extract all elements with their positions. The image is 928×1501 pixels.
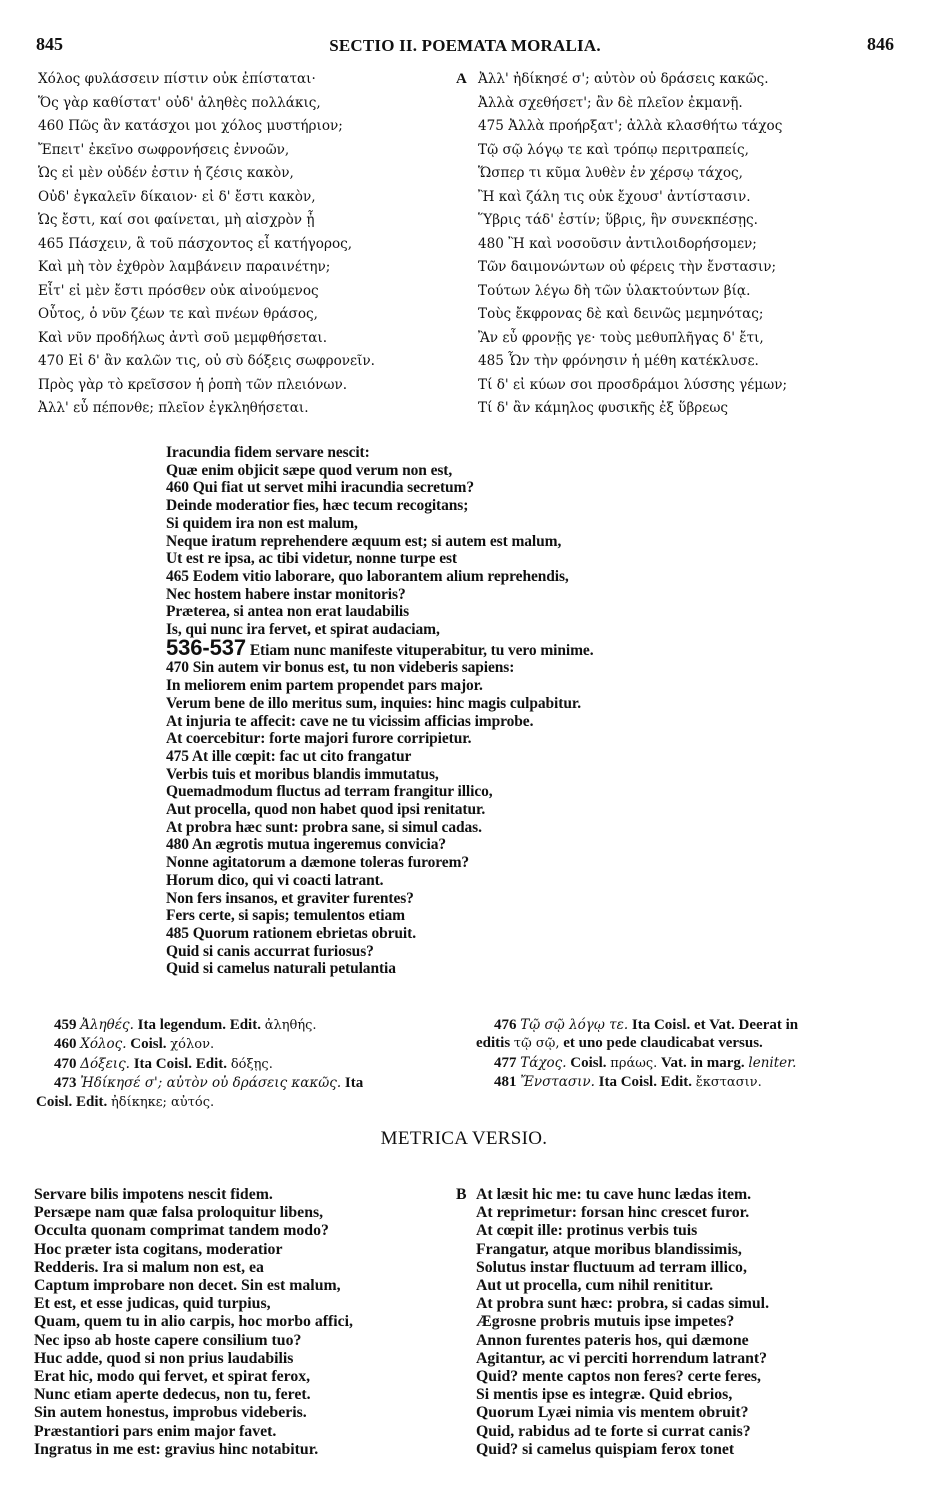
greek-verse-line: Τῷ σῷ λόγῳ τε καὶ τρόπῳ περιτραπείς, — [478, 141, 749, 158]
metrica-verse-line: Huc adde, quod si non prius laudabilis — [34, 1349, 294, 1367]
note-variant: χόλον. — [170, 1037, 215, 1053]
greek-verse-line: Ἔπειτ' ἐκεῖνο σωφρονήσεις ἐννοῶν, — [38, 141, 290, 158]
prose-line: At injuria te affecit: cave ne tu vicissim afficias improbe. — [166, 712, 534, 730]
metrica-left-column — [34, 1186, 444, 1459]
greek-verse-line: 465 Πάσχειν, ἃ τοῦ πάσχοντος εἶ κατήγορος, — [38, 235, 353, 252]
greek-verse-line: Οὗτος, ὁ νῦν ζέων τε καὶ πνέων θράσος, — [38, 306, 318, 322]
metrica-verse-line: Occulta quonam comprimat tandem modo? — [34, 1222, 329, 1240]
prose-line: Deinde moderatior fies, hæc tecum recogitans; — [166, 497, 469, 515]
prose-line: Neque iratum reprehendere æquum est; si autem est malum, — [166, 532, 562, 550]
greek-verse-line: Ἀλλ' εὖ πέπονθε; πλεῖον ἐγκληθήσεται. — [38, 400, 309, 416]
greek-verse-line: Τούτων λέγω δὴ τῶν ὑλακτούντων βίᾳ. — [478, 282, 751, 299]
page-header — [36, 34, 894, 56]
prose-line: Ut est re ipsa, ac tibi videtur, nonne turpe est — [166, 550, 457, 568]
metrica-versio-heading: METRICA VERSIO. — [380, 1128, 548, 1149]
metrica-verse-line: At læsit hic me: tu cave hunc lædas item. — [476, 1186, 752, 1203]
footnote-line — [476, 1034, 896, 1053]
greek-verse-line: Τοὺς ἔκφρονας δὲ καὶ δεινῶς μεμηνότας; — [478, 306, 764, 322]
metrica-verse-line: Quid? si camelus quispiam ferox tonet — [476, 1440, 735, 1458]
greek-verse-line: Πρὸς γὰρ τὸ κρεῖσσον ἡ ῥοπὴ τῶν πλειόνων. — [38, 376, 348, 393]
greek-verse-line: Ὥσπερ τι κῦμα λυθὲν ἐν χέρσῳ τάχος, — [478, 165, 743, 181]
right-page-number: 846 — [867, 34, 894, 54]
note-text: Ita legendum. Edit. — [133, 1017, 265, 1033]
note-italic: leniter. — [748, 1054, 797, 1071]
greek-verse-line: 480 Ἢ καὶ νοσοῦσιν ἀντιλοιδορήσομεν; — [478, 235, 757, 252]
greek-verse-line: Καὶ νῦν προδήλως ἀντὶ σοῦ μεμφθήσεται. — [38, 329, 328, 346]
greek-verse-line: 460 Πῶς ἂν κατάσχοι μοι χόλος μυστήριον; — [38, 118, 343, 134]
prose-line: Præterea, si antea non erat laudabilis — [166, 603, 410, 621]
greek-verse-line: Εἶτ' εἰ μὲν ἔστι πρόσθεν οὐκ αἰνούμενος — [38, 282, 319, 299]
prose-line: Aut procella, quod non habet quod ipsi renitatur. — [166, 801, 486, 819]
prose-line: Iracundia fidem servare nescit: — [166, 444, 370, 461]
note-lemma: Δόξεις. — [80, 1055, 130, 1072]
metrica-verse-line: Redderis. Ira si malum non est, ea — [34, 1258, 264, 1276]
note-text: editis — [476, 1035, 514, 1052]
note-number: 481 — [494, 1074, 517, 1091]
metrica-right-column — [456, 1186, 906, 1459]
prose-line: Horum dico, qui vi coacti latrant. — [166, 871, 384, 889]
metrica-verse-line: Aut ut procella, cum nihil renititur. — [476, 1277, 714, 1295]
metrica-verse-line: Et est, et esse judicas, quid turpius, — [34, 1295, 271, 1313]
note-text: Coisl. — [126, 1036, 171, 1053]
greek-right-lines — [478, 68, 896, 421]
metrica-verse-line: At probra sunt hæc: probra, si cadas simul. — [476, 1295, 770, 1313]
prose-line: 460 Qui fiat ut servet mihi iracundia secretum? — [166, 479, 474, 497]
note-variant: ἔκστασιν. — [695, 1075, 762, 1091]
note-variant: τῷ σῷ, — [513, 1036, 560, 1052]
metrica-verse-line: Frangatur, atque moribus blandissimis, — [476, 1240, 742, 1258]
greek-verse-line: Ὕβρις τάδ' ἐστίν; ὕβρις, ἣν συνεκπέσῃς. — [478, 212, 758, 228]
note-lemma: Χόλος. — [80, 1036, 127, 1053]
prose-line: Non fers insanos, et graviter furentes? — [166, 889, 414, 907]
prose-line: Quemadmodum fluctus ad terram frangitur illico, — [166, 783, 493, 801]
metrica-verse-line: Hoc præter ista cogitans, moderatior — [34, 1240, 283, 1258]
greek-text-right-column — [456, 68, 896, 421]
note-variant: ἀληθής. — [264, 1018, 317, 1033]
metrica-verse-line: Annon furentes pateris hos, qui dæmone — [476, 1331, 749, 1349]
greek-verse-line: 485 Ὧν τὴν φρόνησιν ἡ μέθη κατέκλυσε. — [478, 353, 759, 369]
note-text: Ita — [341, 1075, 364, 1092]
metrica-verse-line: Nunc etiam aperte dedecus, non tu, feret. — [34, 1386, 311, 1404]
metrica-verse-line: Ægrosne probris mutuis ipse impetes? — [476, 1313, 735, 1331]
prose-line-with-page-mark — [166, 634, 766, 660]
metrica-verse-line: Præstantiori pars enim major favet. — [34, 1422, 277, 1440]
greek-verse-line: Τί δ' ἂν κάμηλος φυσικῆς ἐξ ὕβρεως — [478, 400, 729, 416]
greek-verse-line: Τί δ' εἰ κύων σοι προσδράμοι λύσσης γέμων; — [478, 376, 788, 393]
metrica-verse-line: Solutus instar fluctuum ad terram illico, — [476, 1258, 747, 1276]
metrica-verse-line: Quid? mente captos non feres? certe feres, — [476, 1368, 762, 1386]
metrica-verse-line: Quorum Lyæi nimia vis mentem obruit? — [476, 1404, 749, 1422]
metrica-verse-line: Sin autem honestus, improbus videberis. — [34, 1404, 307, 1422]
greek-verse-line: 470 Εἰ δ' ἂν καλῶν τις, οὐ σὺ δόξεις σωφρονεῖν. — [38, 353, 375, 369]
note-number: 470 — [54, 1055, 77, 1072]
prose-line: 475 At ille cœpit: fac ut cito frangatur — [166, 747, 412, 765]
note-lemma: Ἀληθές. — [80, 1017, 134, 1033]
footnote-line — [36, 1016, 456, 1035]
footnote-line — [36, 1074, 456, 1092]
note-text: Coisl. Edit. — [36, 1093, 112, 1110]
note-variant: πράως. — [610, 1055, 658, 1071]
prose-lines-after-mark — [166, 659, 766, 978]
footnote-line — [36, 1093, 456, 1112]
note-number: 460 — [54, 1036, 77, 1053]
prose-line: 465 Eodem vitio laborare, quo laborantem alium reprehendis, — [166, 567, 569, 585]
note-lemma: Ἔνστασιν. — [520, 1074, 595, 1091]
column-marker-a: A — [456, 71, 467, 87]
greek-verse-line: Οὐδ' ἐγκαλεῖν δίκαιον· εἰ δ' ἔστι κακὸν, — [38, 188, 316, 205]
note-number: 477 — [494, 1054, 517, 1071]
metrica-verse-line: Agitantur, ac vi perciti horrendum latrant? — [476, 1349, 768, 1367]
prose-line: Verum bene de illo meritus sum, inquies: hinc magis culpabitur. — [166, 694, 581, 712]
notes-left-column — [36, 1016, 456, 1112]
metrica-verse-line: Erat hic, modo qui fervet, et spirat ferox, — [34, 1368, 311, 1386]
prose-line: 485 Quorum rationem ebrietas obruit. — [166, 924, 416, 942]
note-lemma: Ἠδίκησέ σ'; αὐτὸν οὐ δράσεις κακῶς. — [80, 1075, 342, 1092]
notes-right-column — [476, 1016, 896, 1093]
note-text: Vat. in marg. — [657, 1054, 749, 1071]
prose-line: Verbis tuis et moribus blandis immutatus, — [166, 765, 439, 783]
page-title: SECTIO II. POEMATA MORALIA. — [329, 36, 601, 55]
greek-verse-line: Ἢ καὶ ζάλη τις οὐκ ἔχουσ' ἀντίστασιν. — [478, 188, 751, 205]
greek-text-left-column — [38, 68, 448, 421]
greek-verse-line: Χόλος φυλάσσειν πίστιν οὐκ ἐπίσταται· — [38, 71, 316, 87]
prose-line: At probra hæc sunt: probra sane, si simul cadas. — [166, 818, 482, 836]
greek-verse-line: Τῶν δαιμονώντων οὐ φέρεις τὴν ἔνστασιν; — [478, 259, 777, 275]
greek-verse-line: Ὡς εἰ μὲν οὐδέν ἐστιν ἡ ζέσις κακὸν, — [38, 165, 294, 181]
greek-verse-line: Ὅς γὰρ καθίστατ' οὐδ' ἀληθὲς πολλάκις, — [38, 94, 321, 111]
prose-line: Nonne agitatorum a dæmone toleras furorem? — [166, 854, 470, 872]
prose-line: 480 An ægrotis mutua ingeremus convicia? — [166, 836, 447, 854]
metrica-verse-line: Nec ipso ab hoste capere consilium tuo? — [34, 1331, 302, 1349]
note-variant: δόξῃς. — [230, 1056, 273, 1072]
footnote-line — [476, 1073, 896, 1092]
note-text: Ita Coisl. et Vat. Deerat in — [628, 1017, 799, 1033]
note-number: 473 — [54, 1075, 77, 1092]
prose-line: Fers certe, si sapis; temulentos etiam — [166, 907, 405, 925]
note-number: 476 — [494, 1017, 517, 1033]
prose-line: In meliorem enim partem propendet pars major. — [166, 677, 483, 695]
metrica-verse-line: Servare bilis impotens nescit fidem. — [34, 1186, 273, 1203]
footnote-line — [476, 1054, 896, 1073]
metrica-verse-line: Captum improbare non decet. Sin est malum, — [34, 1277, 341, 1295]
metrica-verse-line: Persæpe nam quæ falsa proloquitur libens, — [34, 1204, 324, 1222]
page-mark: 536-537 — [166, 634, 247, 660]
prose-line: 470 Sin autem vir bonus est, tu non videberis sapiens: — [166, 659, 515, 677]
greek-verse-line: Ἀλλ' ἠδίκησέ σ'; αὐτὸν οὐ δράσεις κακῶς. — [478, 71, 769, 87]
metrica-verse-line: Si mentis ipse es integræ. Quid ebrios, — [476, 1386, 733, 1404]
metrica-right-lines — [476, 1186, 906, 1459]
latin-prose-translation — [166, 444, 766, 978]
metrica-verse-line: Quam, quem tu in alio carpis, hoc morbo affici, — [34, 1313, 354, 1331]
footnote-line — [476, 1016, 896, 1034]
left-page-number: 845 — [36, 34, 63, 54]
metrica-verse-line: Quid, rabidus ad te forte si currat canis? — [476, 1422, 751, 1440]
prose-line: Quid si camelus naturali petulantia — [166, 960, 396, 978]
column-marker-b: B — [456, 1186, 467, 1203]
note-lemma: Τάχος. — [520, 1054, 567, 1071]
metrica-verse-line: At cœpit ille: protinus verbis tuis — [476, 1222, 698, 1240]
prose-line: Si quidem ira non est malum, — [166, 514, 358, 532]
greek-verse-line: Ἂν εὖ φρονῇς γε· τοὺς μεθυπλῆγας δ' ἔτι, — [478, 329, 764, 346]
greek-verse-line: Ἀλλὰ σχεθήσετ'; ἂν δὲ πλεῖον ἐκμανῇ. — [478, 94, 743, 111]
note-number: 459 — [54, 1017, 77, 1033]
note-text: Coisl. — [566, 1054, 611, 1071]
note-text: et uno pede claudicabat versus. — [559, 1035, 763, 1052]
prose-mark-line: Etiam nunc manifeste vituperabitur, tu vero minime. — [246, 641, 594, 659]
prose-line: At coercebitur: forte majori furore corripietur. — [166, 730, 472, 748]
footnote-line — [36, 1055, 456, 1074]
footnote-line — [36, 1035, 456, 1054]
prose-line: Is, qui nunc ira fervet, et spirat audaciam, — [166, 621, 440, 639]
prose-line: Nec hostem habere instar monitoris? — [166, 585, 406, 603]
note-text: Ita Coisl. Edit. — [129, 1055, 231, 1072]
prose-line: Quid si canis accurrat furiosus? — [166, 942, 374, 960]
metrica-verse-line: At reprimetur: forsan hinc crescet furor. — [476, 1204, 750, 1222]
prose-line: Quæ enim objicit sæpe quod verum non est, — [166, 461, 453, 479]
note-lemma: Τῷ σῷ λόγῳ τε. — [520, 1017, 629, 1033]
greek-verse-line: 475 Ἀλλὰ προήρξατ'; ἀλλὰ κλασθήτω τάχος — [478, 118, 783, 134]
note-text: Ita Coisl. Edit. — [594, 1074, 696, 1091]
greek-verse-line: Καὶ μὴ τὸν ἐχθρὸν λαμβάνειν παραινέτην; — [38, 259, 331, 275]
greek-verse-line: Ὡς ἔστι, καί σοι φαίνεται, μὴ αἰσχρὸν ᾖ — [38, 212, 315, 228]
note-variant: ἠδίκηκε; αὐτός. — [111, 1094, 215, 1110]
metrica-verse-line: Ingratus in me est: gravius hinc notabitur. — [34, 1440, 319, 1458]
prose-lines-before-mark — [166, 444, 766, 639]
